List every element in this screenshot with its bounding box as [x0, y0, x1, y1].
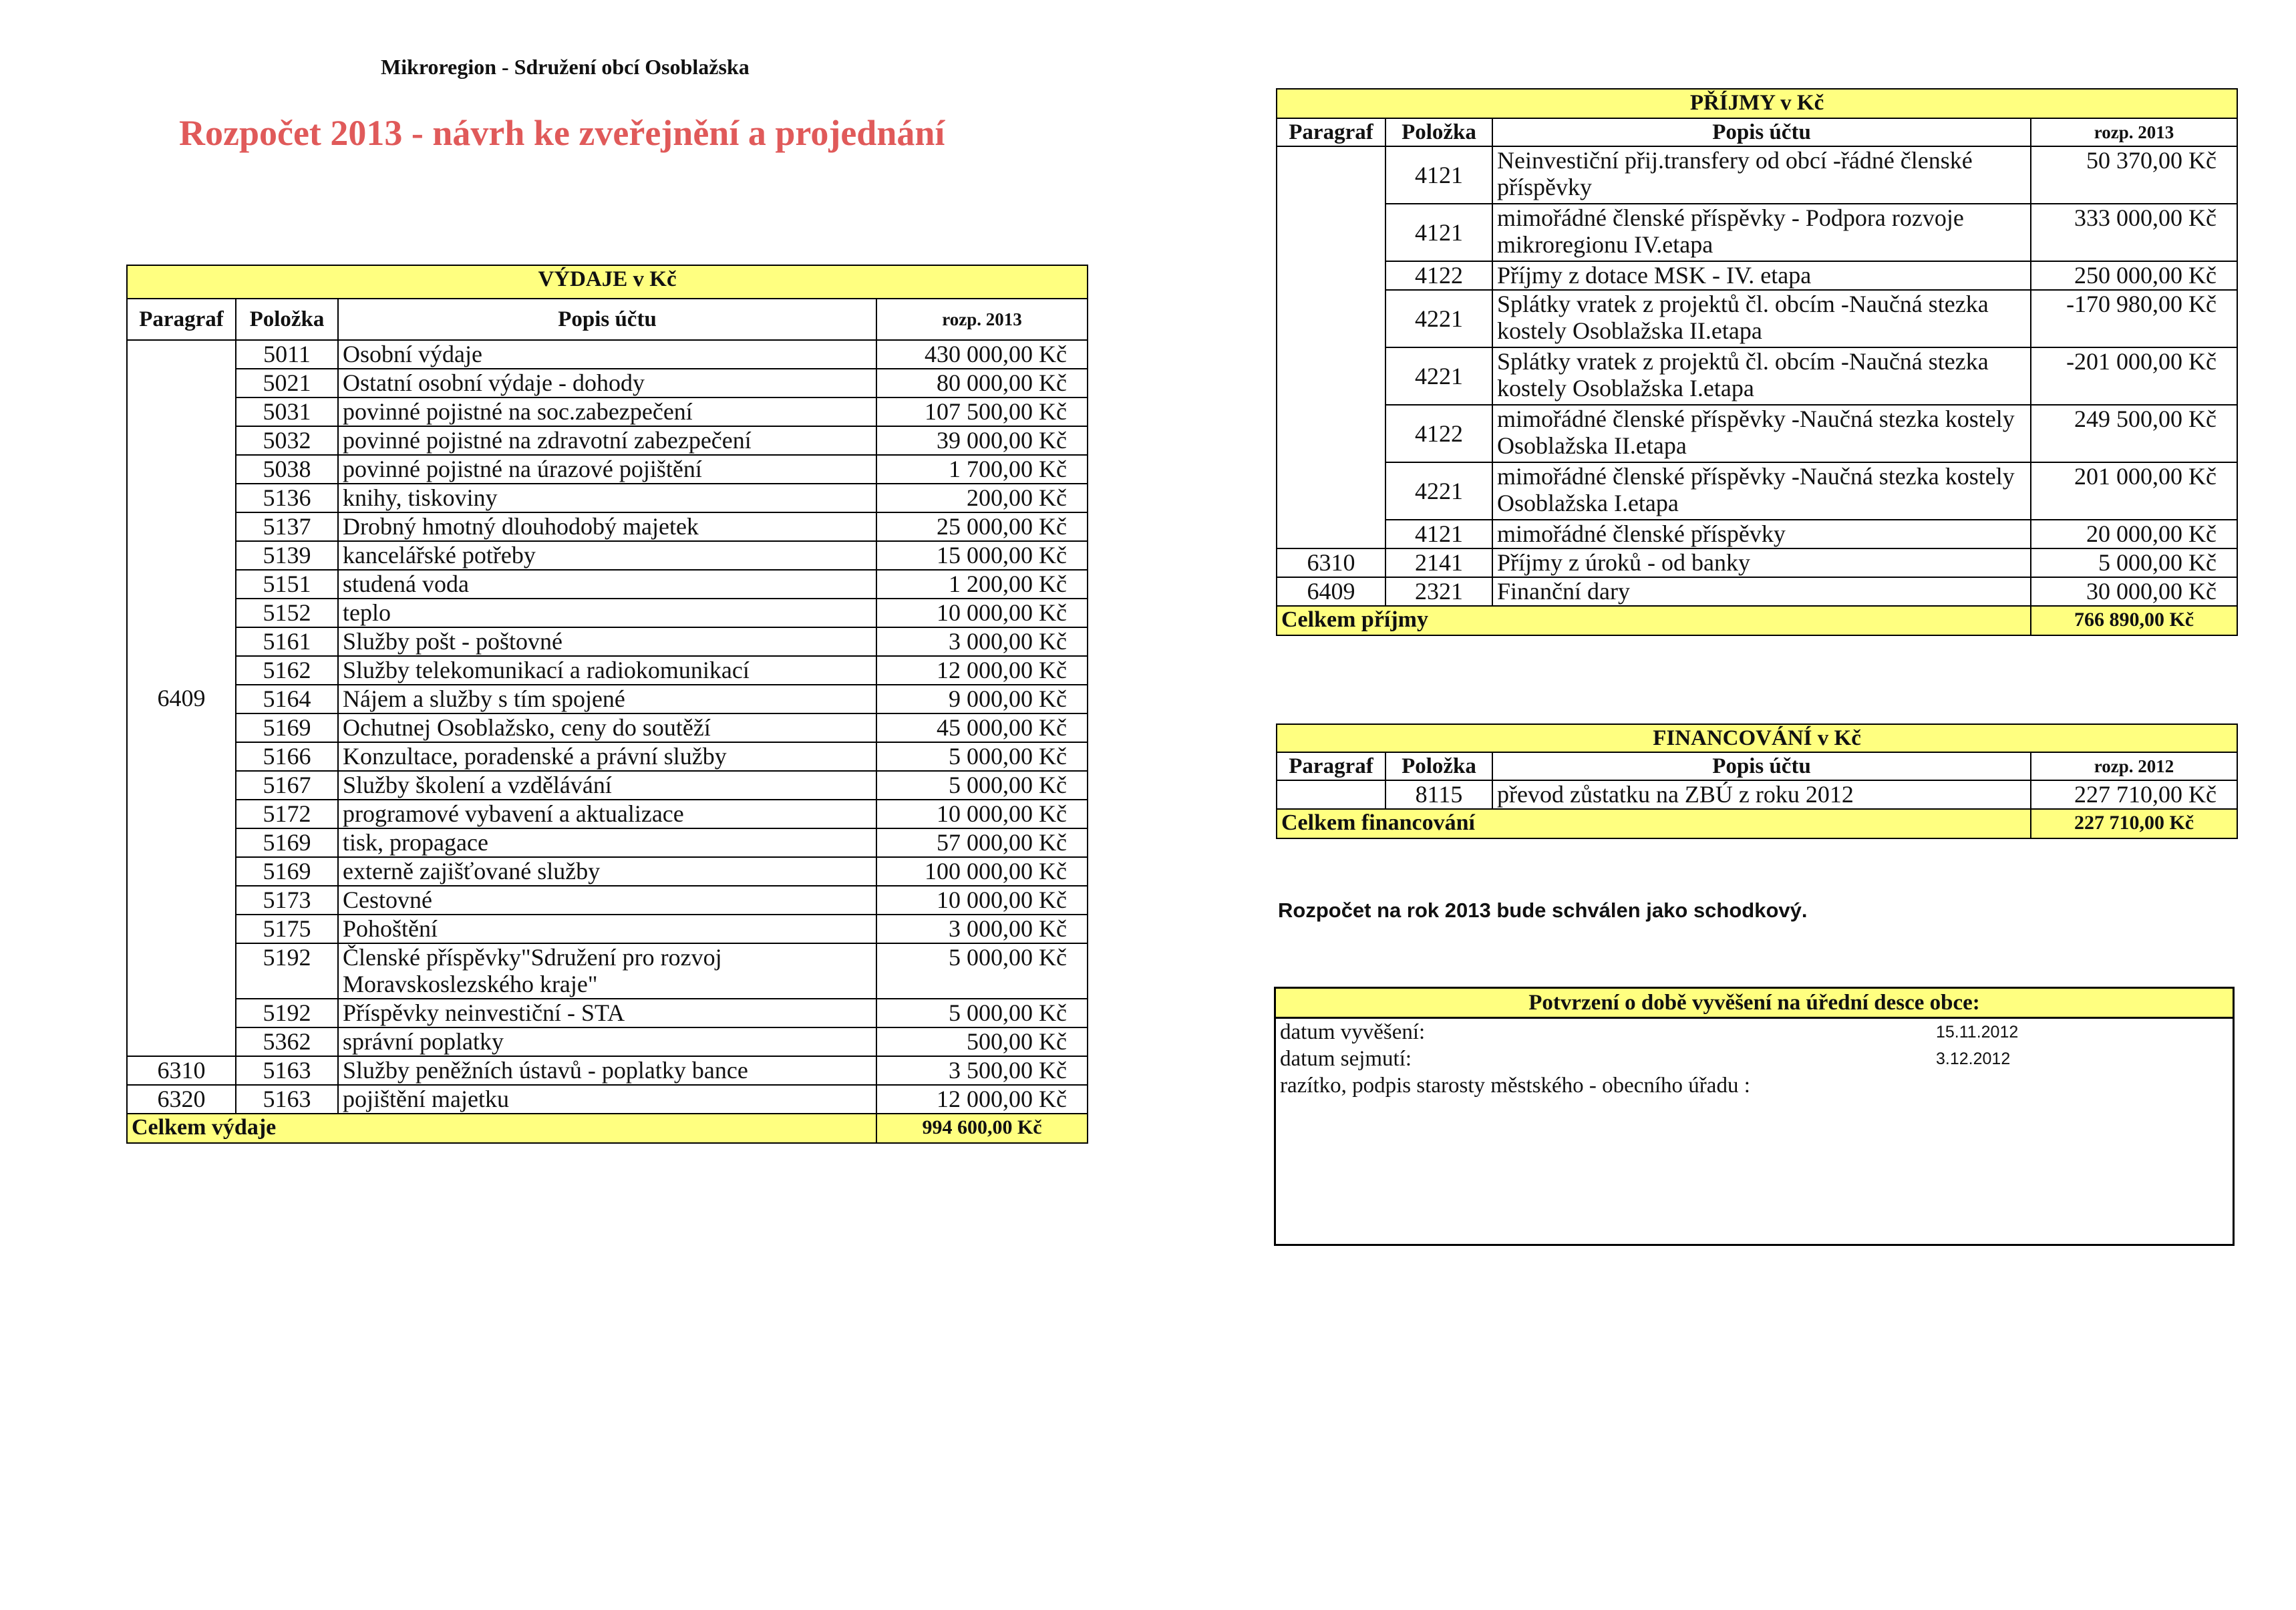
financovani-title: FINANCOVÁNÍ v Kč	[1277, 724, 2237, 752]
row-castka: 15 000,00 Kč	[876, 541, 1088, 570]
row-castka: 10 000,00 Kč	[876, 800, 1088, 828]
row-castka: 12 000,00 Kč	[876, 656, 1088, 685]
row-castka: 3 000,00 Kč	[876, 627, 1088, 656]
row-polozka: 5167	[236, 771, 338, 800]
row-popis: Služby telekomunikací a radiokomunikací	[338, 656, 876, 685]
row-popis: mimořádné členské příspěvky	[1492, 520, 2031, 548]
row-popis: pojištění majetku	[338, 1085, 876, 1114]
row-popis: Cestovné	[338, 886, 876, 915]
table-row	[127, 1056, 1088, 1085]
row-popis: Ochutnej Osoblažsko, ceny do soutěží	[338, 713, 876, 742]
row-polozka: 2321	[1385, 577, 1492, 606]
table-row	[1277, 520, 2237, 548]
table-row	[1277, 548, 2237, 577]
table-row	[127, 455, 1088, 484]
row-castka: 333 000,00 Kč	[2031, 204, 2237, 261]
row-castka: 249 500,00 Kč	[2031, 405, 2237, 462]
row-polozka: 5172	[236, 800, 338, 828]
table-row	[127, 369, 1088, 397]
prijmy-total-label: Celkem příjmy	[1277, 606, 2031, 635]
financovani-total-value: 227 710,00 Kč	[2031, 809, 2237, 838]
row-castka: 3 500,00 Kč	[876, 1056, 1088, 1085]
signature-label: razítko, podpis starosty městského - obecního úřadu :	[1280, 1074, 1750, 1098]
row-paragraf: 6320	[127, 1085, 236, 1114]
table-row	[1277, 347, 2237, 405]
table-row	[127, 800, 1088, 828]
financovani-total-label: Celkem financování	[1277, 809, 2031, 838]
col-popis: Popis účtu	[1492, 118, 2031, 146]
row-castka: 5 000,00 Kč	[876, 943, 1088, 999]
row-castka: 20 000,00 Kč	[2031, 520, 2237, 548]
table-row	[1277, 261, 2237, 290]
row-castka: 12 000,00 Kč	[876, 1085, 1088, 1114]
row-castka: 200,00 Kč	[876, 484, 1088, 512]
row-popis: mimořádné členské příspěvky -Naučná stezka kostely Osoblažska II.etapa	[1492, 405, 2031, 462]
row-castka: -201 000,00 Kč	[2031, 347, 2237, 405]
row-castka: 500,00 Kč	[876, 1027, 1088, 1056]
table-row	[1277, 462, 2237, 520]
row-polozka: 4121	[1385, 520, 1492, 548]
table-row	[127, 1085, 1088, 1114]
row-polozka: 4121	[1385, 146, 1492, 204]
row-polozka: 2141	[1385, 548, 1492, 577]
row-paragraf: 6409	[127, 340, 236, 1056]
col-rozpocet: rozp. 2012	[2031, 752, 2237, 780]
table-row	[127, 713, 1088, 742]
row-castka: 5 000,00 Kč	[876, 771, 1088, 800]
row-popis: Ostatní osobní výdaje - dohody	[338, 369, 876, 397]
row-popis: převod zůstatku na ZBÚ z roku 2012	[1492, 780, 2031, 809]
row-popis: Příjmy z úroků - od banky	[1492, 548, 2031, 577]
row-polozka: 5166	[236, 742, 338, 771]
row-polozka: 5169	[236, 713, 338, 742]
row-polozka: 4122	[1385, 405, 1492, 462]
row-popis: Drobný hmotný dlouhodobý majetek	[338, 512, 876, 541]
row-popis: Pohoštění	[338, 915, 876, 943]
vydaje-table	[126, 265, 1088, 1144]
removed-date-value: 3.12.2012	[1936, 1050, 2011, 1068]
table-row	[127, 1027, 1088, 1056]
row-castka: 30 000,00 Kč	[2031, 577, 2237, 606]
row-castka: 250 000,00 Kč	[2031, 261, 2237, 290]
row-popis: Osobní výdaje	[338, 340, 876, 369]
row-popis: Služby peněžních ústavů - poplatky bance	[338, 1056, 876, 1085]
row-castka: 9 000,00 Kč	[876, 685, 1088, 713]
row-castka: 201 000,00 Kč	[2031, 462, 2237, 520]
row-popis: Služby školení a vzdělávání	[338, 771, 876, 800]
table-row	[1277, 780, 2237, 809]
row-popis: teplo	[338, 599, 876, 627]
row-polozka: 5164	[236, 685, 338, 713]
row-polozka: 5192	[236, 999, 338, 1027]
row-castka: 50 370,00 Kč	[2031, 146, 2237, 204]
row-popis: studená voda	[338, 570, 876, 599]
row-polozka: 5139	[236, 541, 338, 570]
row-polozka: 5169	[236, 857, 338, 886]
posted-date-row	[1276, 1019, 2233, 1045]
row-castka: 10 000,00 Kč	[876, 599, 1088, 627]
row-popis: externě zajišťované služby	[338, 857, 876, 886]
row-castka: 227 710,00 Kč	[2031, 780, 2237, 809]
table-row	[127, 397, 1088, 426]
col-popis: Popis účtu	[338, 299, 876, 340]
row-paragraf: 6310	[127, 1056, 236, 1085]
table-row	[127, 570, 1088, 599]
table-row	[127, 541, 1088, 570]
row-popis: Příjmy z dotace MSK - IV. etapa	[1492, 261, 2031, 290]
table-row	[127, 943, 1088, 999]
row-castka: 39 000,00 Kč	[876, 426, 1088, 455]
removed-date-row	[1276, 1045, 2233, 1072]
prijmy-total-value: 766 890,00 Kč	[2031, 606, 2237, 635]
row-popis: Splátky vratek z projektů čl. obcím -Naučná stezka kostely Osoblažska I.etapa	[1492, 347, 2031, 405]
table-row	[127, 742, 1088, 771]
col-paragraf: Paragraf	[1277, 752, 1385, 780]
col-polozka: Položka	[236, 299, 338, 340]
row-castka: 100 000,00 Kč	[876, 857, 1088, 886]
confirmation-title: Potvrzení o době vyvěšení na úřední desce obce:	[1276, 989, 2233, 1019]
row-paragraf: 6310	[1277, 548, 1385, 577]
row-paragraf: 6409	[1277, 577, 1385, 606]
row-popis: povinné pojistné na zdravotní zabezpečení	[338, 426, 876, 455]
row-polozka: 4221	[1385, 347, 1492, 405]
organization-name: Mikroregion - Sdružení obcí Osoblažska	[381, 55, 750, 79]
row-popis: mimořádné členské příspěvky -Naučná stezka kostely Osoblažska I.etapa	[1492, 462, 2031, 520]
row-castka: 10 000,00 Kč	[876, 886, 1088, 915]
col-paragraf: Paragraf	[1277, 118, 1385, 146]
row-polozka: 5162	[236, 656, 338, 685]
row-polozka: 5136	[236, 484, 338, 512]
table-row	[127, 828, 1088, 857]
row-popis: Konzultace, poradenské a právní služby	[338, 742, 876, 771]
row-popis: Členské příspěvky"Sdružení pro rozvoj Moravskoslezského kraje"	[338, 943, 876, 999]
prijmy-title: PŘÍJMY v Kč	[1277, 89, 2237, 118]
row-castka: 45 000,00 Kč	[876, 713, 1088, 742]
row-popis: Splátky vratek z projektů čl. obcím -Naučná stezka kostely Osoblažska II.etapa	[1492, 290, 2031, 347]
row-castka: 1 200,00 Kč	[876, 570, 1088, 599]
row-popis: Neinvestiční přij.transfery od obcí -řádné členské příspěvky	[1492, 146, 2031, 204]
row-polozka: 5163	[236, 1056, 338, 1085]
col-polozka: Položka	[1385, 752, 1492, 780]
row-castka: -170 980,00 Kč	[2031, 290, 2237, 347]
table-row	[1277, 577, 2237, 606]
row-popis: správní poplatky	[338, 1027, 876, 1056]
row-castka: 25 000,00 Kč	[876, 512, 1088, 541]
table-row	[127, 512, 1088, 541]
row-polozka: 5021	[236, 369, 338, 397]
row-popis: Nájem a služby s tím spojené	[338, 685, 876, 713]
table-row	[127, 599, 1088, 627]
row-castka: 1 700,00 Kč	[876, 455, 1088, 484]
table-row	[1277, 290, 2237, 347]
posted-date-value: 15.11.2012	[1936, 1023, 2019, 1041]
table-row	[1277, 204, 2237, 261]
table-row	[127, 484, 1088, 512]
row-popis: povinné pojistné na soc.zabezpečení	[338, 397, 876, 426]
row-polozka: 5032	[236, 426, 338, 455]
table-row	[127, 426, 1088, 455]
row-polozka: 4221	[1385, 462, 1492, 520]
row-polozka: 5031	[236, 397, 338, 426]
budget-note: Rozpočet na rok 2013 bude schválen jako schodkový.	[1278, 899, 1808, 922]
table-row	[127, 627, 1088, 656]
row-polozka: 5161	[236, 627, 338, 656]
row-polozka: 8115	[1385, 780, 1492, 809]
removed-date-label: datum sejmutí:	[1280, 1047, 1412, 1071]
row-popis: povinné pojistné na úrazové pojištění	[338, 455, 876, 484]
row-polozka: 5038	[236, 455, 338, 484]
table-row	[127, 656, 1088, 685]
row-polozka: 5192	[236, 943, 338, 999]
col-rozpocet: rozp. 2013	[876, 299, 1088, 340]
col-paragraf: Paragraf	[127, 299, 236, 340]
prijmy-table	[1276, 88, 2238, 636]
col-popis: Popis účtu	[1492, 752, 2031, 780]
row-castka: 430 000,00 Kč	[876, 340, 1088, 369]
row-popis: kancelářské potřeby	[338, 541, 876, 570]
row-paragraf	[1277, 780, 1385, 809]
financovani-table	[1276, 723, 2238, 839]
row-paragraf	[1277, 146, 1385, 548]
row-castka: 5 000,00 Kč	[876, 742, 1088, 771]
row-polozka: 5011	[236, 340, 338, 369]
row-popis: knihy, tiskoviny	[338, 484, 876, 512]
signature-row	[1276, 1072, 2233, 1099]
page-title: Rozpočet 2013 - návrh ke zveřejnění a projednání	[179, 113, 945, 153]
row-polozka: 5175	[236, 915, 338, 943]
row-polozka: 4122	[1385, 261, 1492, 290]
posting-confirmation-box	[1274, 987, 2235, 1246]
row-polozka: 5152	[236, 599, 338, 627]
row-popis: Služby pošt - poštovné	[338, 627, 876, 656]
row-polozka: 4121	[1385, 204, 1492, 261]
row-polozka: 4221	[1385, 290, 1492, 347]
vydaje-total-value: 994 600,00 Kč	[876, 1114, 1088, 1143]
vydaje-title: VÝDAJE v Kč	[127, 265, 1088, 299]
posted-date-label: datum vyvěšení:	[1280, 1020, 1426, 1044]
col-polozka: Položka	[1385, 118, 1492, 146]
row-castka: 5 000,00 Kč	[876, 999, 1088, 1027]
table-row	[127, 857, 1088, 886]
table-row	[127, 886, 1088, 915]
row-popis: tisk, propagace	[338, 828, 876, 857]
row-popis: Finanční dary	[1492, 577, 2031, 606]
table-row	[127, 340, 1088, 369]
row-castka: 3 000,00 Kč	[876, 915, 1088, 943]
row-polozka: 5169	[236, 828, 338, 857]
row-polozka: 5163	[236, 1085, 338, 1114]
row-polozka: 5137	[236, 512, 338, 541]
row-popis: Příspěvky neinvestiční - STA	[338, 999, 876, 1027]
table-row	[1277, 405, 2237, 462]
row-castka: 5 000,00 Kč	[2031, 548, 2237, 577]
table-row	[127, 915, 1088, 943]
table-row	[127, 999, 1088, 1027]
row-polozka: 5362	[236, 1027, 338, 1056]
row-popis: programové vybavení a aktualizace	[338, 800, 876, 828]
row-castka: 57 000,00 Kč	[876, 828, 1088, 857]
table-row	[127, 685, 1088, 713]
col-rozpocet: rozp. 2013	[2031, 118, 2237, 146]
row-polozka: 5173	[236, 886, 338, 915]
table-row	[127, 771, 1088, 800]
vydaje-total-label: Celkem výdaje	[127, 1114, 876, 1143]
row-castka: 107 500,00 Kč	[876, 397, 1088, 426]
row-popis: mimořádné členské příspěvky - Podpora rozvoje mikroregionu IV.etapa	[1492, 204, 2031, 261]
row-castka: 80 000,00 Kč	[876, 369, 1088, 397]
table-row	[1277, 146, 2237, 204]
row-polozka: 5151	[236, 570, 338, 599]
